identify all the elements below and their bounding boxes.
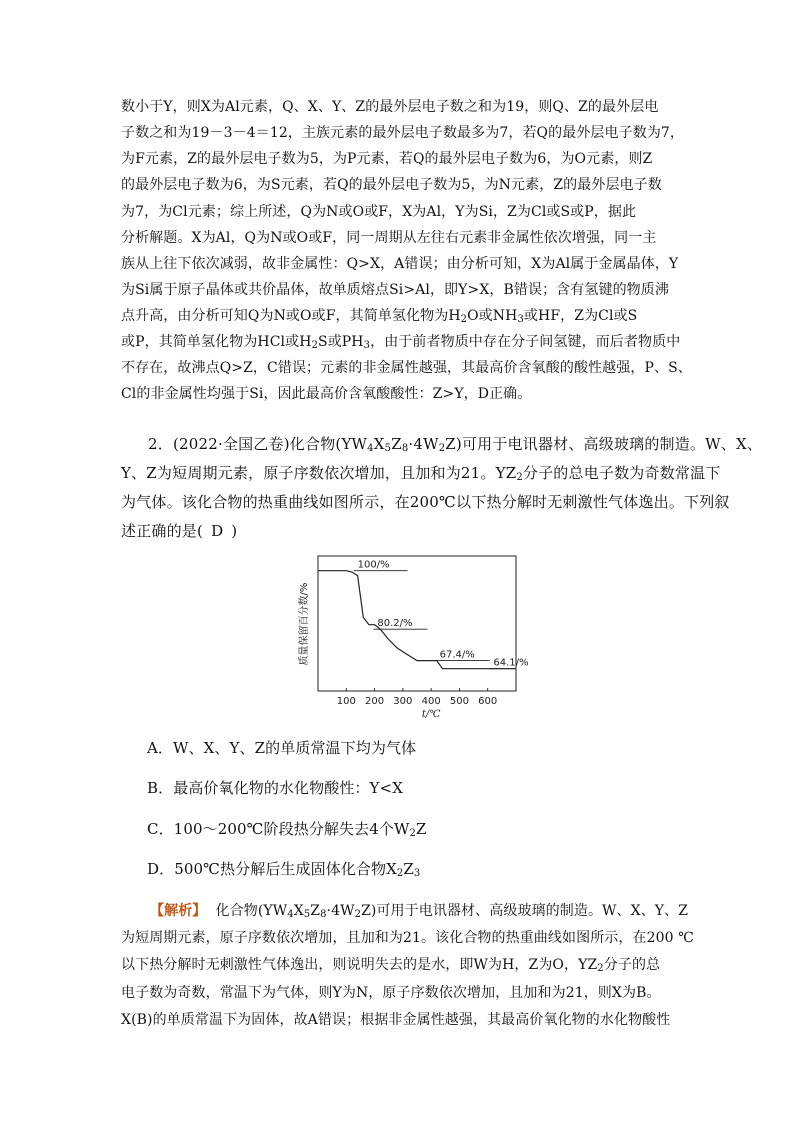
x-tick-label: 200 <box>365 696 385 707</box>
analysis-line: 电子数为奇数，常温下为气体，则Y为N，原子序数依次增加，且加和为21，则X为B。 <box>121 985 661 1001</box>
question-stem: Y、Z为短周期元素，原子序数依次增加，且加和为21。$YZ_2$分子的总电子数为奇数常温下 <box>121 464 721 483</box>
option-a: A．W、X、Y、Z的单质常温下均为气体 <box>147 739 417 757</box>
analysis-tag: 【解析】 <box>150 903 207 919</box>
thermogravimetric-chart <box>296 552 529 722</box>
x-tick-label: 400 <box>421 696 441 707</box>
text-line: 为F元素，Z的最外层电子数为5，为P元素，若Q的最外层电子数为6，为O元素，则Z <box>121 151 653 167</box>
annotation-label: 64.1/% <box>493 657 529 669</box>
option-d: D．500℃热分解后生成固体化合物$X_2Z_3$ <box>147 860 421 879</box>
text-line: 为Si属于原子晶体或共价晶体，故单质熔点Si>Al，即Y>X，B错误；含有氢键的物质沸 <box>121 282 669 298</box>
option-b: B．最高价氧化物的水化物酸性：Y<X <box>147 779 403 797</box>
text-line: 为7，为Cl元素；综上所述，Q为N或O或F，X为Al，Y为Si，Z为Cl或S或P，据此 <box>121 204 637 220</box>
plot-frame <box>318 556 516 691</box>
analysis-line: X(B)的单质常温下为固体，故A错误；根据非金属性越强，其最高价氧化物的水化物酸性 <box>121 1012 671 1028</box>
x-axis-label: t/℃ <box>421 709 441 720</box>
text-line: 族从上往下依次减弱，故非金属性：Q>X，A错误；由分析可知，X为Al属于金属晶体，Y <box>121 256 679 272</box>
y-axis-label: 质量保留百分数/% <box>299 582 310 666</box>
text-line: 点升高，由分析可知Q为N或O或F，其简单氢化物为$H_2O$或$NH_3$或HF，Z为Cl或S <box>121 308 638 325</box>
text-line: 不存在，故沸点Q>Z，C错误；元素的非金属性越强，其最高价含氧酸的酸性越强，P、S、 <box>121 360 692 376</box>
question-stem: 2．(2022·全国乙卷)化合物$(YW_4X_5Z_8\cdot 4W_2Z)$可用于电讯器材、高级玻璃的制造。W、X、 <box>148 435 763 454</box>
analysis-line: 以下热分解时无刺激性气体逸出，则说明失去的是水，即W为H，Z为O，$YZ_2$分子的总 <box>121 957 661 974</box>
text-line: 子数之和为19－3－4＝12，主族元素的最外层电子数最多为7，若Q的最外层电子数为7， <box>121 125 685 141</box>
annotation-label: 80.2/% <box>377 618 413 630</box>
option-c: C．100～200℃阶段热分解失去4个$W_2Z$ <box>147 820 427 839</box>
question-stem: 为气体。该化合物的热重曲线如图所示，在200℃以下热分解时无刺激性气体逸出。下列叙 <box>121 493 730 511</box>
question-stem: 述正确的是( D ) <box>121 522 238 540</box>
annotation-label: 100/% <box>357 559 390 571</box>
text-line: Cl的非金属性均强于Si，因此最高价含氧酸酸性：Z>Y，D正确。 <box>121 386 532 402</box>
series-line <box>318 571 516 669</box>
x-tick-label: 600 <box>478 696 498 707</box>
x-tick-label: 100 <box>336 696 356 707</box>
annotation-label: 67.4/% <box>439 649 475 661</box>
analysis-line: 为短周期元素，原子序数依次增加，且加和为21。该化合物的热重曲线如图所示，在200 ℃ <box>121 930 694 946</box>
text-line: 或P，其简单氢化物为HCl或$H_2S$或$PH_3$，由于前者物质中存在分子间氢键，而后者物质中 <box>121 334 681 351</box>
text-line: 数小于Y，则X为Al元素，Q、X、Y、Z的最外层电子数之和为19，则Q、Z的最外层电 <box>121 99 659 115</box>
text-line: 分析解题。X为Al，Q为N或O或F，同一周期从左往右元素非金属性依次增强，同一主 <box>121 230 657 246</box>
x-tick-label: 500 <box>449 696 469 707</box>
answer-letter: D <box>211 522 224 540</box>
text-line: 的最外层电子数为6，为S元素，若Q的最外层电子数为5，为N元素，Z的最外层电子数 <box>121 177 662 193</box>
analysis-line: 【解析】 化合物$(YW_4X_5Z_8\cdot 4W_2Z)$可用于电讯器材、高级玻璃的制造。W、X、Y、Z <box>150 903 689 920</box>
x-tick-label: 300 <box>393 696 413 707</box>
